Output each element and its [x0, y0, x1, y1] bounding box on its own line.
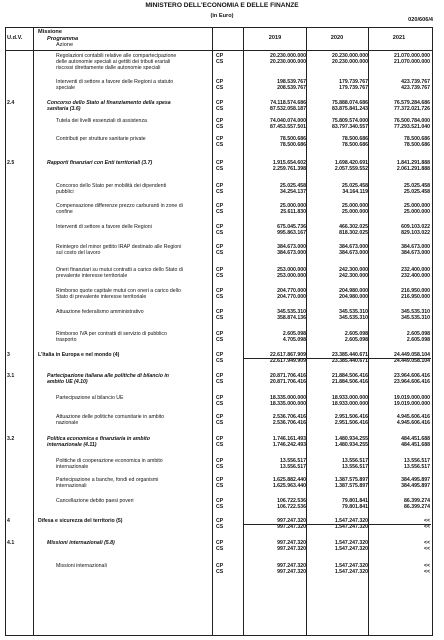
cp-value: <<	[423, 540, 430, 546]
cs-value: <<	[423, 524, 430, 531]
cp-value: 198.539.767	[277, 79, 306, 85]
cs-label: CS	[216, 273, 224, 280]
cp-value: 384.495.897	[401, 477, 430, 483]
cp-value: 25.025.458	[280, 183, 306, 189]
cs-label: CS	[216, 504, 224, 511]
cs-value: 106.722.536	[277, 504, 306, 511]
cp-value: 75.809.574.000	[331, 118, 368, 124]
header-uv: U.d.V.	[7, 35, 23, 41]
cp-value: 25.000.000	[404, 203, 430, 209]
row-description	[56, 331, 167, 343]
cp-value: 25.000.000	[280, 203, 306, 209]
description-line: Politica economica e finanziaria in ambito	[47, 436, 150, 442]
cs-value: 87.453.557.501	[269, 124, 306, 131]
cp-value: 79.801.841	[342, 498, 368, 504]
document-code: 020/606/4	[408, 17, 433, 23]
cp-value: 21.884.506.416	[331, 373, 368, 379]
cp-value: 23.385.440.671	[331, 352, 368, 358]
cp-label: CP	[216, 309, 224, 315]
cp-label: CP	[216, 373, 224, 379]
cs-value: 2.605.098	[406, 337, 430, 344]
cp-value: 2.951.506.416	[334, 414, 368, 420]
cs-value: 1.547.247.320	[334, 569, 368, 576]
cs-value: 216.950.000	[401, 294, 430, 301]
cp-value: 24.449.058.104	[393, 352, 430, 358]
cp-value: 78.500.686	[280, 136, 306, 142]
cs-value: 2.605.098	[344, 337, 368, 344]
cs-value: <<	[423, 569, 430, 576]
cp-value: 1.547.247.320	[334, 540, 368, 546]
cs-label: CS	[216, 379, 224, 386]
cp-label: CP	[216, 498, 224, 504]
description-line: sul costo del lavoro	[56, 250, 101, 257]
row-uv-code: 2.5	[7, 160, 15, 166]
cs-label: CS	[216, 420, 224, 427]
cs-value: 25.611.830	[280, 209, 306, 216]
cs-value: 83.875.841.243	[331, 106, 368, 113]
cs-value: 423.739.767	[401, 85, 430, 92]
row-description	[56, 224, 152, 230]
cs-value: 1.387.575.897	[334, 483, 368, 490]
description-line: Attuazione delle politiche comunitarie in ambito	[56, 414, 165, 420]
cp-value: 423.739.767	[401, 79, 430, 85]
cp-value: 22.617.867.909	[269, 352, 306, 358]
description-line: trasporto	[56, 337, 77, 344]
cs-value: 21.070.000.000	[393, 59, 430, 66]
cs-value: 13.556.517	[404, 464, 430, 471]
description-line: Concorso dello Stato al finanziamento della spesa	[47, 100, 171, 106]
row-description	[56, 267, 183, 279]
mission-total-separator	[243, 358, 431, 359]
cp-label: CP	[216, 563, 224, 569]
cp-label: CP	[216, 477, 224, 483]
cp-value: 25.000.000	[342, 203, 368, 209]
description-line: confine	[56, 209, 73, 216]
cs-value: 995.863.167	[277, 230, 306, 237]
description-line: Contributi per strutture sanitarie private	[56, 136, 146, 142]
cp-value: 20.230.000.000	[331, 53, 368, 59]
cs-label: CS	[216, 106, 224, 113]
description-line: Partecipazione a banche, fondi ed organismi	[56, 477, 159, 483]
row-description	[56, 203, 183, 215]
cp-label: CP	[216, 331, 224, 337]
cp-value: 78.500.686	[342, 136, 368, 142]
header-year-2021: 2021	[392, 35, 406, 41]
cp-value: 13.556.517	[404, 458, 430, 464]
description-line: ambito UE (4.10)	[47, 379, 88, 386]
cp-value: 1.841.291.888	[396, 160, 430, 166]
cp-value: 384.673.000	[339, 244, 368, 250]
cs-value: 20.871.706.416	[269, 379, 306, 386]
cp-value: 4.945.606.416	[396, 414, 430, 420]
description-line: Difesa e sicurezza del territorio (5)	[38, 518, 123, 524]
cs-label: CS	[216, 230, 224, 237]
cp-value: 345.535.310	[339, 309, 368, 315]
description-line: Partecipazione al bilancio UE	[56, 395, 124, 401]
description-line: internazionale	[56, 464, 89, 471]
cs-value: 87.532.058.187	[269, 106, 306, 113]
header-divider	[5, 50, 432, 51]
cs-value: 997.247.320	[277, 546, 306, 553]
row-description	[56, 136, 146, 142]
cs-value: 78.500.686	[280, 142, 306, 149]
cp-value: 242.300.000	[339, 267, 368, 273]
cp-value: 19.019.000.000	[393, 395, 430, 401]
cs-value: 242.300.000	[339, 273, 368, 280]
cp-value: 466.302.025	[339, 224, 368, 230]
description-line: Attuazione federalismo amministrativo	[56, 309, 144, 315]
row-description	[38, 352, 119, 358]
cp-value: 1.915.654.602	[272, 160, 306, 166]
row-description	[56, 288, 181, 300]
cs-label: CS	[216, 250, 224, 257]
row-description	[56, 309, 144, 315]
cp-value: 2.536.706.416	[272, 414, 306, 420]
cs-value: 384.673.000	[277, 250, 306, 257]
cp-value: 74.040.074.000	[269, 118, 306, 124]
cs-value: 20.230.000.000	[331, 59, 368, 66]
description-line: Cancellazione debito paesi poveri	[56, 498, 134, 504]
cs-value: 253.000.000	[277, 273, 306, 280]
cs-value: 997.247.320	[277, 524, 306, 531]
cp-value: 1.547.247.320	[334, 518, 368, 524]
cp-value: 484.451.688	[401, 436, 430, 442]
cs-value: 25.000.000	[404, 209, 430, 216]
cp-value: 384.673.000	[401, 244, 430, 250]
description-line: Missioni internazionali	[56, 563, 107, 569]
cs-value: 13.556.517	[280, 464, 306, 471]
cp-value: 1.625.882.440	[272, 477, 306, 483]
cp-value: 20.871.706.416	[269, 373, 306, 379]
cs-value: 1.746.242.493	[272, 442, 306, 449]
description-line: Partecipazione italiana alle politiche di bilancio in	[47, 373, 169, 379]
row-description	[38, 518, 122, 524]
cp-label: CP	[216, 395, 224, 401]
row-uv-code: 3.1	[7, 373, 15, 379]
cp-value: 20.230.000.000	[269, 53, 306, 59]
row-description	[56, 79, 173, 91]
cp-value: <<	[423, 563, 430, 569]
row-description	[47, 540, 115, 546]
cs-value: 4.945.606.416	[396, 420, 430, 427]
cp-label: CP	[216, 267, 224, 273]
mission-total-separator	[243, 524, 431, 525]
description-line: Interventi di settore a favore delle Regioni	[56, 224, 152, 230]
cp-value: 1.547.247.320	[334, 563, 368, 569]
cs-value: 23.964.606.416	[393, 379, 430, 386]
description-line: speciale	[56, 85, 76, 92]
cp-value: 204.770.000	[277, 288, 306, 294]
cs-value: 20.230.000.000	[269, 59, 306, 66]
cp-value: 179.739.767	[339, 79, 368, 85]
cs-label: CS	[216, 124, 224, 131]
row-description	[56, 458, 163, 470]
cs-value: 345.535.310	[401, 315, 430, 322]
cp-label: CP	[216, 183, 224, 189]
row-uv-code: 3.2	[7, 436, 15, 442]
cp-label: CP	[216, 79, 224, 85]
cs-value: 204.770.000	[277, 294, 306, 301]
row-description	[56, 477, 158, 489]
cp-value: <<	[423, 518, 430, 524]
cs-value: 23.385.440.671	[331, 358, 368, 365]
cs-value: 78.500.686	[342, 142, 368, 149]
row-uv-code: 4	[7, 518, 10, 524]
cs-value: 1.625.963.440	[272, 483, 306, 490]
row-description	[56, 118, 147, 124]
cs-value: 1.547.247.320	[334, 546, 368, 553]
cp-value: 13.556.517	[342, 458, 368, 464]
cs-value: 204.980.000	[339, 294, 368, 301]
cs-value: 1.480.934.255	[334, 442, 368, 449]
cs-label: CS	[216, 401, 224, 408]
cs-label: CS	[216, 442, 224, 449]
row-description	[56, 498, 134, 504]
cs-value: 77.293.521.040	[393, 124, 430, 131]
cs-value: 77.372.021.726	[393, 106, 430, 113]
cp-label: CP	[216, 244, 224, 250]
cp-value: 1.698.420.691	[334, 160, 368, 166]
cp-value: 23.964.606.416	[393, 373, 430, 379]
description-line: Rimborso IVA per contratti di servizio di pubblico	[56, 331, 167, 337]
description-line: Rapporti finanziari con Enti territoriali (3.7)	[47, 160, 153, 166]
cs-label: CS	[216, 483, 224, 490]
column-divider	[212, 27, 213, 635]
cs-value: 2.259.761.398	[272, 166, 306, 173]
row-description	[47, 100, 171, 112]
cs-label: CS	[216, 464, 224, 471]
cs-value: 358.874.136	[277, 315, 306, 322]
cs-value: 2.061.291.888	[396, 166, 430, 173]
cp-value: 78.500.686	[404, 136, 430, 142]
description-line: Tutela dei livelli essenziali di assistenza	[56, 118, 147, 124]
column-divider	[33, 27, 34, 635]
cs-value: 384.495.897	[401, 483, 430, 490]
cp-value: 18.933.000.000	[331, 395, 368, 401]
cp-value: 18.335.000.000	[269, 395, 306, 401]
cp-value: 345.535.310	[401, 309, 430, 315]
cs-value: 25.025.458	[404, 189, 430, 196]
description-line: Oneri finanziari su mutui contratti a carico dello Stato di	[56, 267, 183, 273]
cp-value: 609.103.022	[401, 224, 430, 230]
row-uv-code: 2.4	[7, 100, 15, 106]
cp-value: 76.500.784.000	[393, 118, 430, 124]
cs-label: CS	[216, 569, 224, 576]
cs-value: 18.933.000.000	[331, 401, 368, 408]
cp-value: 384.673.000	[277, 244, 306, 250]
description-line: Concorso dello Stato per mobilità dei dipendenti	[56, 183, 167, 189]
cp-value: 997.247.320	[277, 540, 306, 546]
description-line: sanitaria (3.6)	[47, 106, 81, 113]
cs-value: 25.000.000	[342, 209, 368, 216]
page-title: MINISTERO DELL'ECONOMIA E DELLE FINANZE	[145, 2, 299, 9]
cp-value: 232.400.000	[401, 267, 430, 273]
cp-label: CP	[216, 160, 224, 166]
description-line: Stato di prevalente interesse territoriale	[56, 294, 147, 301]
cs-value: 232.400.000	[401, 273, 430, 280]
cs-value: 384.673.000	[339, 250, 368, 257]
cs-value: 79.801.841	[342, 504, 368, 511]
cs-value: 2.057.559.552	[334, 166, 368, 173]
cp-label: CP	[216, 136, 224, 142]
cp-label: CP	[216, 414, 224, 420]
cs-value: 21.884.506.416	[331, 379, 368, 386]
cs-value: 997.247.320	[277, 569, 306, 576]
cp-value: 74.118.574.686	[270, 100, 306, 106]
header-azione: Azione	[56, 42, 74, 48]
description-line: prevalente interesse territoriale	[56, 273, 128, 280]
cs-label: CS	[216, 337, 224, 344]
description-line: nazionale	[56, 420, 79, 427]
cs-label: CS	[216, 142, 224, 149]
cs-value: 34.254.137	[280, 189, 306, 196]
header-year-2020: 2020	[330, 35, 344, 41]
cp-value: 1.480.934.255	[334, 436, 368, 442]
cp-value: 25.025.458	[342, 183, 368, 189]
cp-value: 2.605.098	[282, 331, 306, 337]
cs-value: 345.535.310	[339, 315, 368, 322]
cs-value: 13.556.517	[342, 464, 368, 471]
row-description	[47, 436, 150, 448]
description-line: Reintegro del minor gettito IRAP destinato alle Regioni	[56, 244, 182, 250]
description-line: Politiche di cooperazione economica in ambito	[56, 458, 163, 464]
cp-value: 86.399.274	[404, 498, 430, 504]
row-description	[56, 395, 123, 401]
cs-value: 384.673.000	[401, 250, 430, 257]
cp-value: 345.535.310	[277, 309, 306, 315]
cs-value: 1.547.247.320	[334, 524, 368, 531]
cp-label: CP	[216, 352, 224, 358]
row-description	[47, 160, 152, 166]
cp-label: CP	[216, 436, 224, 442]
cs-label: CS	[216, 524, 224, 531]
cp-value: 216.950.000	[401, 288, 430, 294]
cs-label: CS	[216, 315, 224, 322]
cp-value: 997.247.320	[277, 563, 306, 569]
cp-label: CP	[216, 518, 224, 524]
cs-value: 208.539.767	[277, 85, 306, 92]
cp-label: CP	[216, 288, 224, 294]
cs-value: 484.451.688	[401, 442, 430, 449]
cs-value: 24.449.058.104	[393, 358, 430, 365]
cs-label: CS	[216, 85, 224, 92]
cs-label: CS	[216, 166, 224, 173]
cs-value: 19.019.000.000	[393, 401, 430, 408]
description-line: Regolazioni contabili relative alle compartecipazione	[56, 53, 177, 59]
cp-value: 675.045.736	[277, 224, 306, 230]
cp-value: 253.000.000	[277, 267, 306, 273]
cs-value: <<	[423, 546, 430, 553]
cs-value: 829.103.022	[401, 230, 430, 237]
row-uv-code: 3	[7, 352, 10, 358]
cp-label: CP	[216, 540, 224, 546]
cs-value: 18.335.000.000	[269, 401, 306, 408]
cp-value: 106.722.536	[277, 498, 306, 504]
cs-value: 22.617.949.909	[269, 358, 306, 365]
cp-label: CP	[216, 118, 224, 124]
cs-label: CS	[216, 358, 224, 365]
header-programma: Programma	[47, 35, 79, 42]
cs-value: 2.536.706.416	[272, 420, 306, 427]
description-line: pubblici	[56, 189, 74, 196]
cs-value: 78.500.686	[404, 142, 430, 149]
cs-value: 818.302.025	[339, 230, 368, 237]
cs-value: 2.951.506.416	[334, 420, 368, 427]
description-line: riscossi direttamente dalle autonomie speciali	[56, 65, 161, 72]
description-line: Missioni internazionali (5.8)	[47, 540, 115, 546]
description-line: L'Italia in Europa e nel mondo (4)	[38, 352, 120, 358]
row-description	[56, 53, 176, 71]
row-description	[56, 563, 107, 569]
row-description	[47, 373, 169, 385]
description-line: Compensazione differenze prezzo carburanti in zone di	[56, 203, 183, 209]
description-line: delle autonomie speciali ai gettiti dei tributi erariali	[56, 59, 171, 66]
cp-label: CP	[216, 53, 224, 59]
cp-label: CP	[216, 458, 224, 464]
header-year-2019: 2019	[268, 35, 282, 41]
row-uv-code: 4.1	[7, 540, 15, 546]
cp-value: 76.579.284.686	[393, 100, 430, 106]
cp-value: 2.605.098	[406, 331, 430, 337]
cp-value: 75.888.074.686	[331, 100, 368, 106]
cp-value: 2.605.098	[344, 331, 368, 337]
description-line: Rimborso quote capitale mutui con oneri a carico dello	[56, 288, 181, 294]
cp-value: 13.556.517	[280, 458, 306, 464]
cs-value: 83.797.340.557	[331, 124, 368, 131]
cs-label: CS	[216, 189, 224, 196]
description-line: Interventi di settore a favore delle Regioni a statuto	[56, 79, 174, 85]
cp-value: 21.070.000.000	[393, 53, 430, 59]
cp-value: 997.247.320	[277, 518, 306, 524]
cs-label: CS	[216, 59, 224, 66]
cs-label: CS	[216, 294, 224, 301]
cp-label: CP	[216, 224, 224, 230]
description-line: internazionale (4.11)	[47, 442, 97, 449]
cp-label: CP	[216, 203, 224, 209]
cs-value: 179.739.767	[339, 85, 368, 92]
cs-value: 34.164.119	[342, 189, 368, 196]
cs-value: 86.399.274	[404, 504, 430, 511]
row-description	[56, 414, 164, 426]
row-description	[56, 183, 166, 195]
description-line: internazionali	[56, 483, 87, 490]
cp-value: 204.980.000	[339, 288, 368, 294]
cp-label: CP	[216, 100, 224, 106]
cs-label: CS	[216, 209, 224, 216]
header-missione: Missione	[38, 29, 62, 35]
cs-value: 4.705.098	[282, 337, 306, 344]
page-subtitle: (in Euro)	[210, 13, 234, 19]
cp-value: 1.746.161.493	[272, 436, 306, 442]
cp-value: 25.025.458	[404, 183, 430, 189]
row-description	[56, 244, 181, 256]
cs-label: CS	[216, 546, 224, 553]
cp-value: 1.387.575.897	[334, 477, 368, 483]
